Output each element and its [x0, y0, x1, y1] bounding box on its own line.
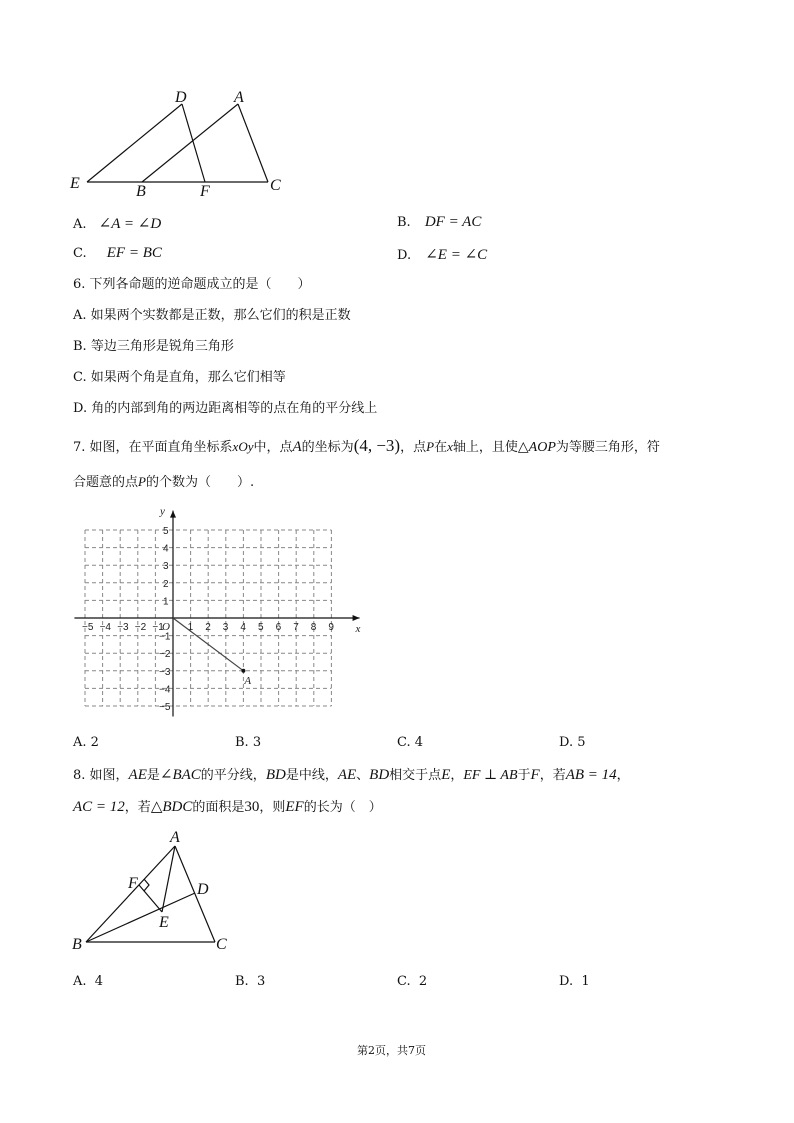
q7-option-b[interactable]: B. 3	[235, 735, 262, 750]
q5-figure	[70, 88, 300, 200]
option-text: ∠A = ∠D	[98, 216, 162, 232]
segment-AE	[162, 846, 175, 912]
math: EF	[285, 799, 304, 815]
segment-ED	[87, 104, 182, 182]
text: 在	[434, 440, 448, 455]
segment-AC	[175, 846, 215, 942]
option-text: EF = BC	[106, 245, 162, 261]
segment-BD	[86, 893, 195, 942]
math: A	[292, 439, 302, 455]
y-axis-arrow	[170, 511, 176, 518]
y-axis-label: y	[160, 505, 165, 518]
math: AE	[337, 767, 357, 783]
text: 的面积是	[192, 800, 245, 815]
q6-option-a[interactable]: A. 如果两个实数都是正数，那么它们的积是正数	[73, 308, 351, 323]
math: F	[530, 767, 540, 783]
q8-option-d[interactable]: D. 1	[559, 974, 590, 989]
text: 、	[356, 768, 370, 783]
y-tick-label: 5	[163, 526, 169, 537]
x-tick-label: 7	[293, 622, 299, 633]
math: AC = 12	[73, 799, 125, 815]
math: x	[447, 439, 453, 454]
math-coordinate: (4, −3)	[353, 436, 401, 455]
option-text: DF = AC	[424, 214, 482, 230]
q6-option-b[interactable]: B. 等边三角形是锐角三角形	[73, 339, 234, 354]
label-B: B	[136, 183, 146, 200]
x-tick-label: −4	[99, 622, 112, 633]
text: ，点	[400, 440, 427, 455]
x-axis-label: x	[355, 623, 361, 635]
math: P	[426, 439, 435, 454]
x-tick-label: −2	[134, 622, 147, 633]
text: 相交于点	[389, 768, 442, 783]
q7-option-d[interactable]: D. 5	[559, 735, 586, 750]
x-tick-label: 5	[258, 622, 264, 633]
label-D: D	[197, 881, 209, 898]
label-E: E	[70, 175, 80, 192]
text: 于	[517, 768, 531, 783]
text: ，若	[124, 800, 151, 815]
label-D: D	[175, 89, 187, 106]
option-text: ∠E = ∠C	[425, 247, 488, 263]
x-tick-label: −3	[117, 622, 129, 633]
text: 合题意的点	[73, 475, 139, 490]
option-key: D.	[397, 248, 412, 263]
label-A: A	[170, 829, 180, 846]
q7-stem-line2	[73, 473, 254, 492]
x-tick-label: 1	[187, 622, 194, 633]
math: AB = 14	[565, 767, 617, 783]
point-A-label: A	[244, 674, 252, 687]
text: ，	[450, 768, 464, 783]
q5-option-a[interactable]	[73, 214, 161, 233]
label-F: F	[128, 875, 138, 892]
text: 的坐标为	[301, 440, 354, 455]
x-tick-label: −1	[152, 622, 164, 633]
y-tick-label: 4	[163, 543, 169, 555]
x-tick-label: −5	[82, 622, 94, 633]
text: 的平分线，	[200, 768, 266, 783]
text: 为等腰三角形，符	[555, 440, 660, 455]
label-B: B	[72, 936, 82, 953]
q6-stem: 6. 下列各命题的逆命题成立的是（ ）	[73, 277, 311, 292]
q5-option-b[interactable]	[397, 214, 481, 231]
math: BD	[265, 767, 286, 783]
text: 是	[146, 768, 160, 783]
x-axis-arrow	[353, 615, 360, 621]
x-tick-label: 6	[275, 622, 282, 633]
y-tick-label: 1	[163, 596, 169, 608]
y-tick-label: 3	[163, 561, 169, 573]
q7-coordinate-figure	[70, 500, 370, 725]
q8-option-c[interactable]: C. 2	[397, 974, 428, 989]
math: 30	[244, 799, 260, 815]
q8-stem-line2	[73, 798, 382, 817]
text: 7. 如图，在平面直角坐标系	[73, 440, 233, 455]
text: 中，点	[253, 440, 293, 455]
text: 8. 如图，	[73, 768, 129, 783]
math: AE	[128, 767, 147, 783]
q6-option-c[interactable]: C. 如果两个角是直角，那么它们相等	[73, 370, 286, 385]
text: ，则	[259, 800, 286, 815]
option-key: B.	[397, 215, 411, 230]
x-tick-label: 4	[240, 622, 246, 633]
segment-BA	[142, 104, 238, 182]
text: 的个数为（ ）.	[145, 475, 255, 490]
q7-option-a[interactable]: A. 2	[73, 735, 99, 750]
label-F: F	[200, 183, 210, 200]
text: ，	[616, 768, 630, 783]
label-C: C	[216, 936, 227, 953]
q8-figure	[70, 828, 240, 953]
page-number: 第2页，共7页	[357, 1044, 426, 1057]
text: 轴上，且使	[452, 440, 518, 455]
math: E	[441, 767, 451, 783]
math: △AOP	[517, 440, 556, 455]
math: EF ⊥ AB	[463, 768, 518, 783]
option-key: C.	[73, 246, 87, 261]
right-angle-mark	[144, 879, 149, 891]
q7-option-c[interactable]: C. 4	[397, 735, 424, 750]
y-tick-label: 2	[163, 578, 169, 590]
math: P	[138, 474, 146, 489]
option-key: A.	[73, 217, 87, 232]
point-A	[241, 669, 245, 673]
segment-FE	[139, 885, 162, 912]
y-tick-label: −3	[159, 666, 171, 678]
q5-option-c[interactable]	[73, 245, 162, 262]
math: BD	[369, 767, 390, 783]
q8-option-b[interactable]: B. 3	[235, 974, 266, 989]
segment-AC	[238, 104, 268, 182]
math: ∠BAC	[159, 767, 201, 783]
q7-stem-line1	[73, 437, 660, 457]
label-E: E	[159, 914, 169, 931]
text: 是中线，	[285, 768, 338, 783]
q8-option-a[interactable]: A. 4	[73, 974, 104, 989]
math: xOy	[232, 439, 254, 454]
y-tick-label: −1	[159, 631, 171, 643]
y-tick-label: −2	[159, 649, 171, 661]
text: ，若	[539, 768, 566, 783]
x-tick-label: 2	[205, 622, 211, 633]
text: 的长为（ ）	[303, 800, 382, 815]
x-tick-label: 9	[328, 622, 334, 633]
segment-DF	[182, 104, 205, 182]
q8-stem-line1	[73, 766, 630, 785]
q5-option-d[interactable]	[397, 245, 487, 264]
math: △BDC	[150, 799, 193, 815]
label-A: A	[234, 89, 244, 106]
x-tick-label: O	[162, 621, 170, 633]
q6-option-d[interactable]: D. 角的内部到角的两边距离相等的点在角的平分线上	[73, 401, 378, 416]
y-tick-label: −5	[159, 702, 171, 713]
label-C: C	[270, 177, 281, 194]
x-tick-label: 8	[310, 622, 317, 633]
y-tick-label: −4	[159, 684, 171, 696]
x-tick-label: 3	[222, 622, 229, 633]
